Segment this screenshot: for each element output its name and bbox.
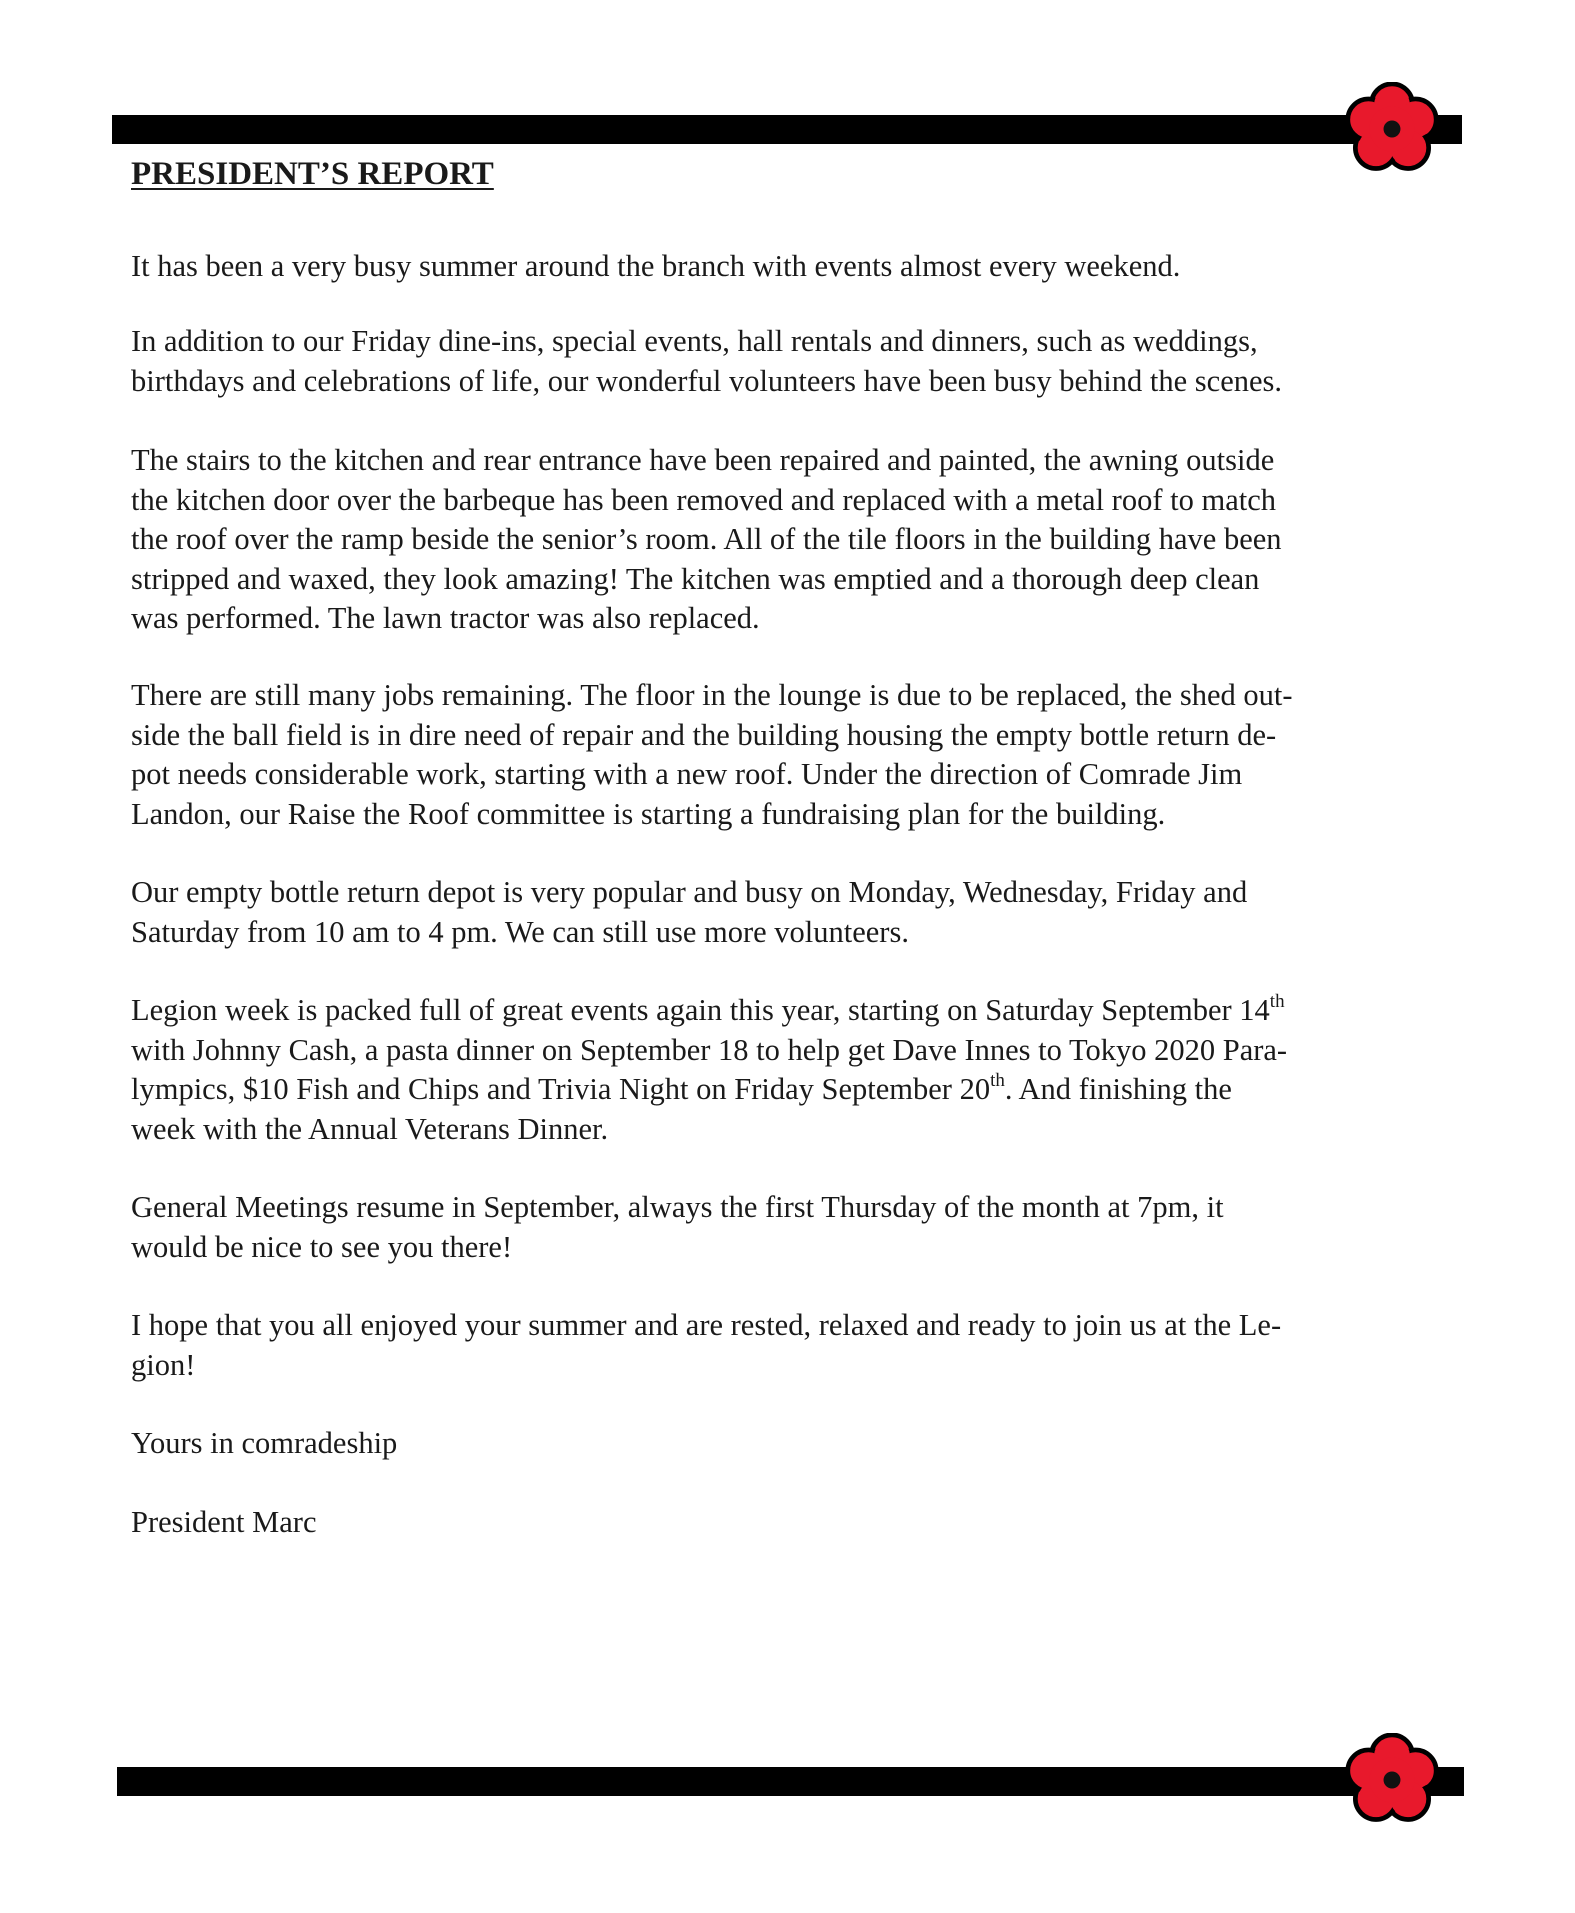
paragraph-meetings: General Meetings resume in September, always the first Thursday of the month at 7pm, it would be nice to see you there!: [131, 1190, 1224, 1264]
paragraph-repairs: The stairs to the kitchen and rear entrance have been repaired and painted, the awning outside the kitchen door over the barbeque has been removed and replaced with a metal roof to match the roof over the ramp beside the senior’s room. All of the tile floors in the building have been stripped and waxed, they look amazing! The kitchen was emptied and a thorough deep clean was performed. The lawn tractor was also replaced.: [131, 443, 1282, 635]
poppy-icon: [1345, 1733, 1439, 1827]
paragraph-bottle-depot: Our empty bottle return depot is very popular and busy on Monday, Wednesday, Friday and Saturday from 10 am to 4 pm. We can still use more volunteers.: [131, 875, 1248, 949]
signature-name: President Marc: [131, 1505, 317, 1539]
paragraph-closing: I hope that you all enjoyed your summer and are rested, relaxed and ready to join us at the Le- gion!: [131, 1308, 1282, 1382]
paragraph-volunteers: In addition to our Friday dine-ins, special events, hall rentals and dinners, such as weddings, birthdays and celebrations of life, our wonderful volunteers have been busy behind the scenes.: [131, 324, 1283, 398]
page-title: PRESIDENT’S REPORT: [131, 156, 494, 192]
paragraph-remaining-jobs: There are still many jobs remaining. The floor in the lounge is due to be replaced, the shed out- side the ball field is in dire need of repair and the building housing the empty bottle return de- pot needs considerable work, starting with a new roof. Under the direction of Comrade Jim Landon, our Raise the Roof committee is starting a fundraising plan for the building.: [131, 678, 1293, 831]
sign-off: Yours in comradeship: [131, 1426, 398, 1460]
paragraph-intro: It has been a very busy summer around the branch with events almost every weekend.: [131, 249, 1181, 283]
paragraph-legion-week: Legion week is packed full of great events again this year, starting on Saturday September 14th with Johnny Cash, a pasta dinner on September 18 to help get Dave Innes to Tokyo 2020 Para- lympics, $10 Fish and Chips and Trivia Night on Friday September 20th. And finishing the week with the Annual Veterans Dinner.: [131, 990, 1288, 1146]
footer-bar: [117, 1767, 1464, 1796]
poppy-icon: [1345, 82, 1439, 176]
header-bar: [112, 115, 1462, 144]
